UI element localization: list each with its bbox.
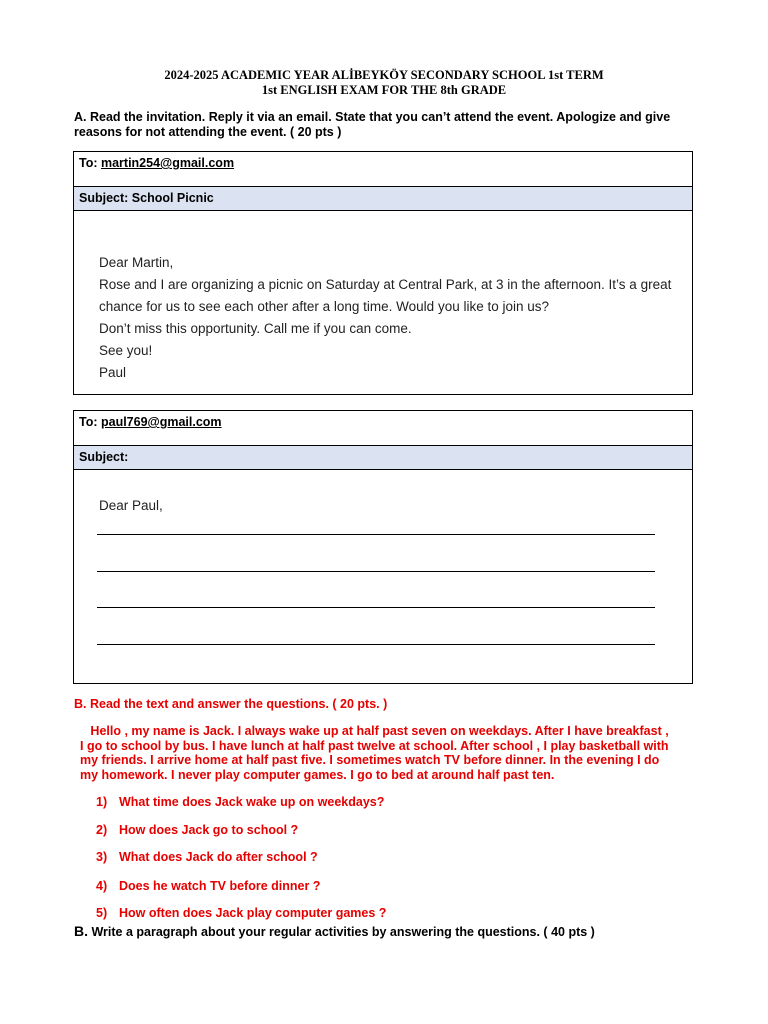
section-b-title: B. Read the text and answer the questions. ( 20 pts. ): [74, 697, 388, 711]
reading-text: [80, 724, 700, 782]
to-address-link[interactable]: martin254@gmail.com: [100, 156, 235, 170]
question-number: 4): [96, 879, 108, 893]
answer-line[interactable]: [97, 534, 655, 535]
to-label: To:: [79, 156, 101, 170]
email-body: [99, 252, 677, 384]
to-label: To:: [79, 415, 101, 429]
section-letter: B.: [74, 923, 88, 939]
exam-header-line1: 2024-2025 ACADEMIC YEAR ALİBEYKÖY SECONDARY SCHOOL 1st TERM: [164, 68, 604, 82]
question-text: Does he watch TV before dinner ?: [119, 879, 321, 893]
question-number: 2): [96, 823, 108, 837]
section-c-text: Write a paragraph about your regular activities by answering the questions. ( 40 pts ): [88, 925, 595, 939]
email-subject-row: Subject: School Picnic: [74, 187, 692, 211]
question-number: 3): [96, 850, 108, 864]
reading-line: my homework. I never play computer games. I go to bed at around half past ten.: [80, 767, 555, 782]
question-text: How often does Jack play computer games ?: [119, 906, 387, 920]
to-address-link[interactable]: paul769@gmail.com: [100, 415, 222, 429]
reading-line: Hello , my name is Jack. I always wake up at half past seven on weekdays. After I have breakfast ,: [80, 724, 669, 738]
question-1: [96, 795, 384, 809]
invitation-email: [73, 151, 693, 395]
question-3: [96, 850, 318, 864]
reading-line: my friends. I arrive home at half past five. I sometimes watch TV before dinner. In the evening I do: [80, 753, 660, 767]
question-number: 5): [96, 906, 108, 920]
question-number: 1): [96, 795, 108, 809]
email-to-row: [74, 152, 692, 187]
email-body-line: See you!: [99, 343, 153, 358]
greeting-text: Dear Paul,: [99, 498, 163, 513]
exam-header-line2: 1st ENGLISH EXAM FOR THE 8th GRADE: [261, 83, 507, 97]
answer-line[interactable]: [97, 571, 655, 572]
answer-line[interactable]: [97, 607, 655, 608]
reply-email: [73, 410, 693, 684]
email-body-line: chance for us to see each other after a long time. Would you like to join us?: [99, 299, 550, 314]
email-body-line: Don’t miss this opportunity. Call me if you can come.: [99, 321, 412, 336]
email-greeting: [99, 495, 677, 517]
reading-line: I go to school by bus. I have lunch at half past twelve at school. After school , I play basketball with: [80, 738, 669, 753]
question-text: What time does Jack wake up on weekdays?: [119, 795, 385, 809]
question-4: [96, 879, 320, 893]
instruction-line: A. Read the invitation. Reply it via an email. State that you can’t attend the event. Apologize and give: [74, 110, 671, 124]
email-body-line: Dear Martin,: [99, 255, 174, 270]
question-text: How does Jack go to school ?: [119, 823, 299, 837]
instruction-line: reasons for not attending the event. ( 20 pts ): [74, 125, 342, 139]
answer-line[interactable]: [97, 644, 655, 645]
question-5: [96, 906, 386, 920]
section-a-instruction: [74, 110, 699, 140]
section-c-instruction: [74, 923, 595, 939]
question-text: What does Jack do after school ?: [119, 850, 318, 864]
email-body-line: Rose and I are organizing a picnic on Saturday at Central Park, at 3 in the afternoon. It’s a great: [99, 277, 672, 292]
email-subject-row[interactable]: Subject:: [74, 446, 692, 470]
email-to-row: [74, 411, 692, 446]
email-body-line: Paul: [99, 365, 127, 380]
question-2: [96, 823, 298, 837]
